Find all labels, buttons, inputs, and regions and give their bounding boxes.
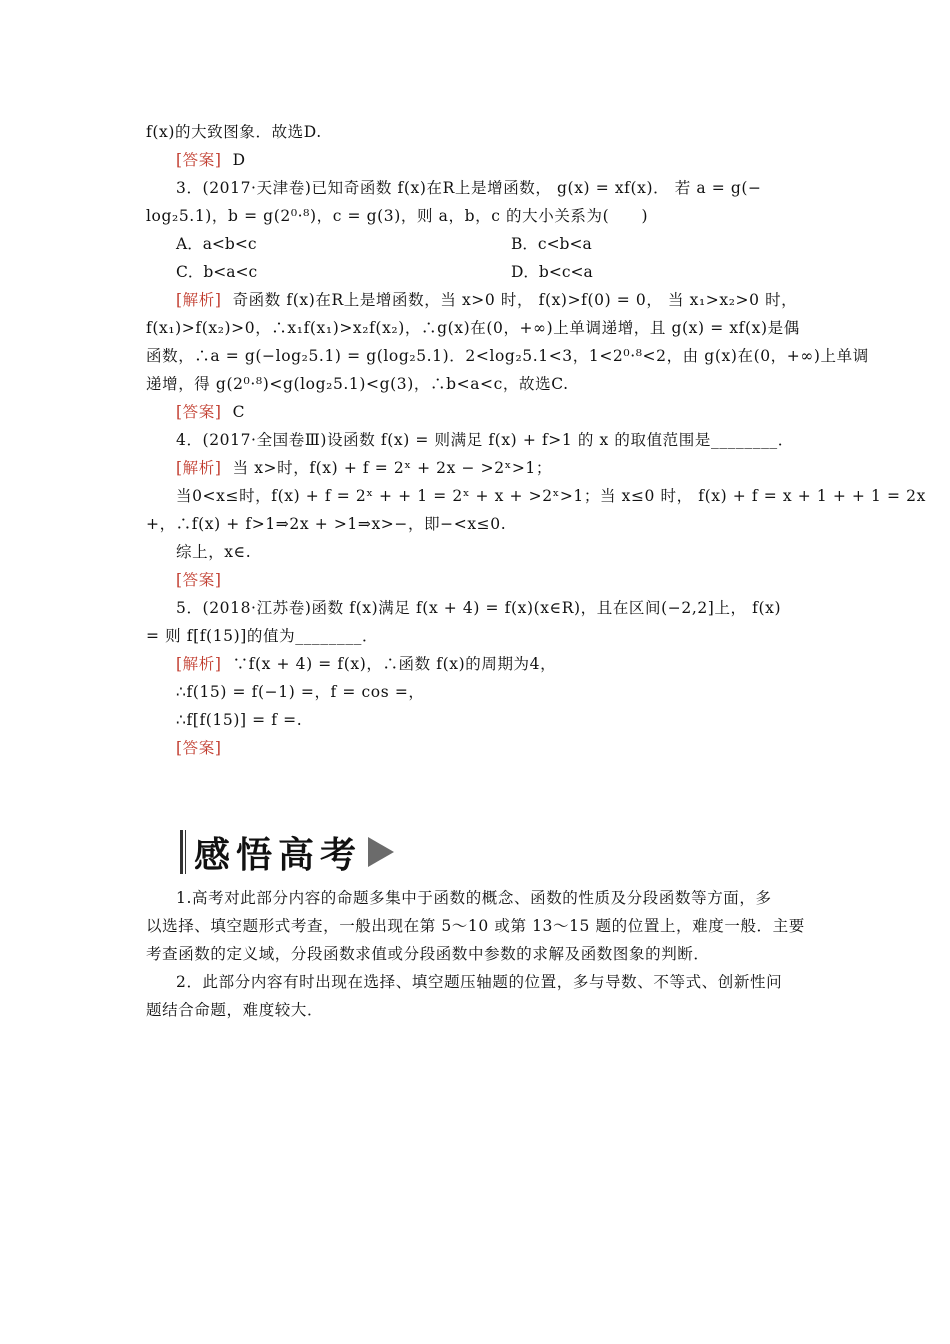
analysis-tag: [解析] (176, 291, 222, 309)
heading-bar (180, 830, 183, 874)
answer-value: C (232, 403, 246, 421)
paragraph-2-line: 题结合命题，难度较大． (146, 1001, 324, 1019)
text-line: = 则 f[f(15)]的值为________． (146, 627, 379, 645)
answer-line (176, 570, 222, 590)
text-line: f(x)的大致图象．故选D. (146, 123, 322, 141)
text-line: ∴f[f(15)] = f =. (176, 711, 303, 729)
option-b: B．c<b<a (511, 235, 592, 253)
section-title: 感悟高考 (194, 834, 363, 876)
text-line: +，∴f(x) + f>1⇒2x + >1⇒x>−，即−<x≤0. (146, 515, 507, 533)
question-4: 4．(2017·全国卷Ⅲ)设函数 f(x) = 则满足 f(x) + f>1 的 x 的取值范围是________． (176, 431, 794, 449)
paragraph-1-line: 考查函数的定义域，分段函数求值或分段函数中参数的求解及函数图象的判断． (146, 945, 710, 963)
analysis-line (176, 654, 556, 674)
option-a: A．a<b<c (176, 235, 257, 253)
section-heading (180, 828, 394, 876)
analysis-line (176, 290, 797, 310)
answer-line (176, 738, 222, 758)
option-c: C．b<a<c (176, 263, 258, 281)
heading-bar-thin (185, 830, 186, 874)
analysis-text: 奇函数 f(x)在R上是增函数，当 x>0 时， f(x)>f(0) = 0， 当 x₁>x₂>0 时， (232, 291, 798, 309)
answer-tag: [答案] (176, 151, 222, 169)
text-line: 递增，得 g(2⁰·⁸)<g(log₂5.1)<g(3)，∴b<a<c，故选C. (146, 375, 569, 393)
paragraph-2-line: 2．此部分内容有时出现在选择、填空题压轴题的位置，多与导数、不等式、创新性问 (176, 973, 783, 991)
answer-tag: [答案] (176, 403, 222, 421)
paragraph-1-line: 1.高考对此部分内容的命题多集中于函数的概念、函数的性质及分段函数等方面，多 (176, 889, 772, 907)
text-line: 当0<x≤时，f(x) + f = 2ˣ + + 1 = 2ˣ + x + >2ˣ>1；当 x≤0 时， f(x) + f = x + 1 + + 1 = 2x (176, 487, 926, 505)
answer-tag: [答案] (176, 571, 222, 589)
question-3: 3．(2017·天津卷)已知奇函数 f(x)在R上是增函数， g(x) = xf(x)． 若 a = g(− (176, 179, 762, 197)
analysis-text: 当 x>时，f(x) + f = 2ˣ + 2x − >2ˣ>1； (232, 459, 552, 477)
answer-value: D (232, 151, 246, 169)
answer-line (176, 402, 245, 422)
text-line: 综上，x∈. (176, 543, 252, 561)
answer-tag: [答案] (176, 739, 222, 757)
text-line: log₂5.1)，b = g(2⁰·⁸)，c = g(3)，则 a，b，c 的大小关系为( ) (146, 207, 649, 225)
analysis-tag: [解析] (176, 459, 222, 477)
text-line: ∴f(15) = f(−1) =，f = cos =， (176, 683, 425, 701)
question-5: 5．(2018·江苏卷)函数 f(x)满足 f(x + 4) = f(x)(x∈R)，且在区间(−2,2]上， f(x) (176, 599, 782, 617)
text-line: 函数，∴a = g(−log₂5.1) = g(log₂5.1)．2<log₂5.1<3，1<2⁰·⁸<2，由 g(x)在(0，+∞)上单调 (146, 347, 869, 365)
analysis-line (176, 458, 552, 478)
play-arrow-icon (368, 837, 394, 867)
paragraph-1-line: 以选择、填空题形式考查，一般出现在第 5～10 或第 13～15 题的位置上，难度一般．主要 (146, 917, 805, 935)
analysis-text: ∵f(x + 4) = f(x)，∴函数 f(x)的周期为4， (232, 655, 557, 673)
analysis-tag: [解析] (176, 655, 222, 673)
text-line: f(x₁)>f(x₂)>0，∴x₁f(x₁)>x₂f(x₂)，∴g(x)在(0，+∞)上单调递增，且 g(x) = xf(x)是偶 (146, 319, 800, 337)
option-d: D．b<c<a (511, 263, 593, 281)
answer-line (176, 150, 246, 170)
